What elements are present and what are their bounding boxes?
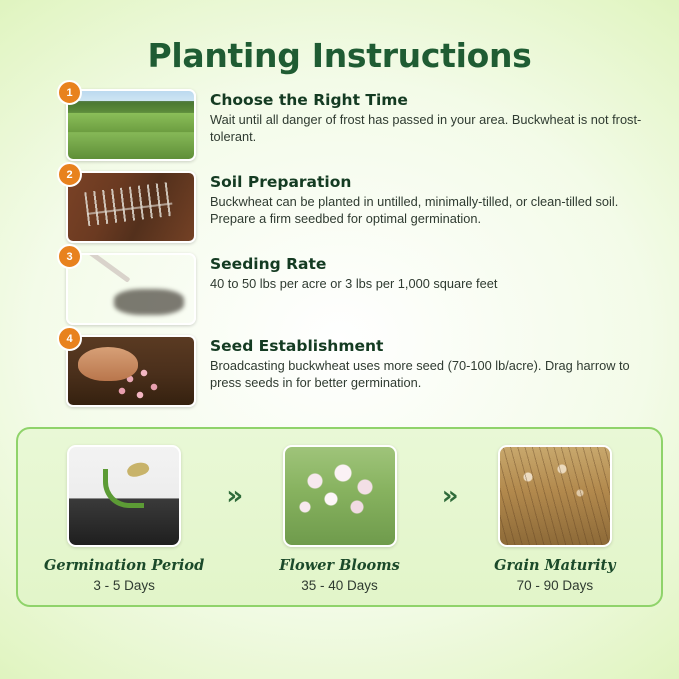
step-text xyxy=(210,253,653,293)
sprout-photo xyxy=(67,445,181,547)
step-text xyxy=(210,89,653,146)
steps-list xyxy=(0,86,679,417)
timeline-stage xyxy=(465,445,645,593)
timeline-stage-label: Grain Maturity xyxy=(494,557,616,574)
timeline-stage-label: Flower Blooms xyxy=(279,557,400,574)
step-text xyxy=(210,171,653,228)
step-item xyxy=(66,332,653,403)
step-thumbnail-wrap xyxy=(66,332,192,403)
step-number-badge: 4 xyxy=(57,326,82,351)
timeline-stage xyxy=(34,445,214,593)
page-title: Planting Instructions xyxy=(147,36,532,75)
buckwheat-flower-photo xyxy=(283,445,397,547)
growth-timeline-panel xyxy=(16,427,663,607)
step-thumbnail-wrap xyxy=(66,250,192,321)
step-item xyxy=(66,86,653,157)
timeline-stage xyxy=(250,445,430,593)
step-title: Soil Preparation xyxy=(210,173,352,191)
step-body: Broadcasting buckwheat uses more seed (70-100 lb/acre). Drag harrow to press seeds in for better germination. xyxy=(210,358,630,390)
step-body: Buckwheat can be planted in untilled, minimally-tilled, or clean-tilled soil. Prepare a firm seedbed for optimal germination. xyxy=(210,194,619,226)
step-number-badge: 1 xyxy=(57,80,82,105)
chevron-right-icon: » xyxy=(441,481,453,511)
hoe-soil-photo xyxy=(66,253,196,325)
timeline-stage-label: Germination Period xyxy=(44,557,205,574)
step-body: Wait until all danger of frost has passed in your area. Buckwheat is not frost-tolerant. xyxy=(210,112,642,144)
lawn-photo xyxy=(66,89,196,161)
step-body: 40 to 50 lbs per acre or 3 lbs per 1,000 square feet xyxy=(210,276,498,291)
timeline-stage-value: 3 - 5 Days xyxy=(93,578,155,593)
step-item xyxy=(66,250,653,321)
step-thumbnail-wrap xyxy=(66,168,192,239)
chevron-right-icon: » xyxy=(226,481,238,511)
grain-field-photo xyxy=(498,445,612,547)
step-title: Seed Establishment xyxy=(210,337,384,355)
step-thumbnail-wrap xyxy=(66,86,192,157)
step-number-badge: 3 xyxy=(57,244,82,269)
step-item xyxy=(66,168,653,239)
step-number-badge: 2 xyxy=(57,162,82,187)
timeline-stage-value: 70 - 90 Days xyxy=(516,578,594,593)
step-text xyxy=(210,335,653,392)
step-title: Choose the Right Time xyxy=(210,91,408,109)
rake-soil-photo xyxy=(66,171,196,243)
hand-seeds-photo xyxy=(66,335,196,407)
step-title: Seeding Rate xyxy=(210,255,327,273)
timeline-stage-value: 35 - 40 Days xyxy=(301,578,378,593)
